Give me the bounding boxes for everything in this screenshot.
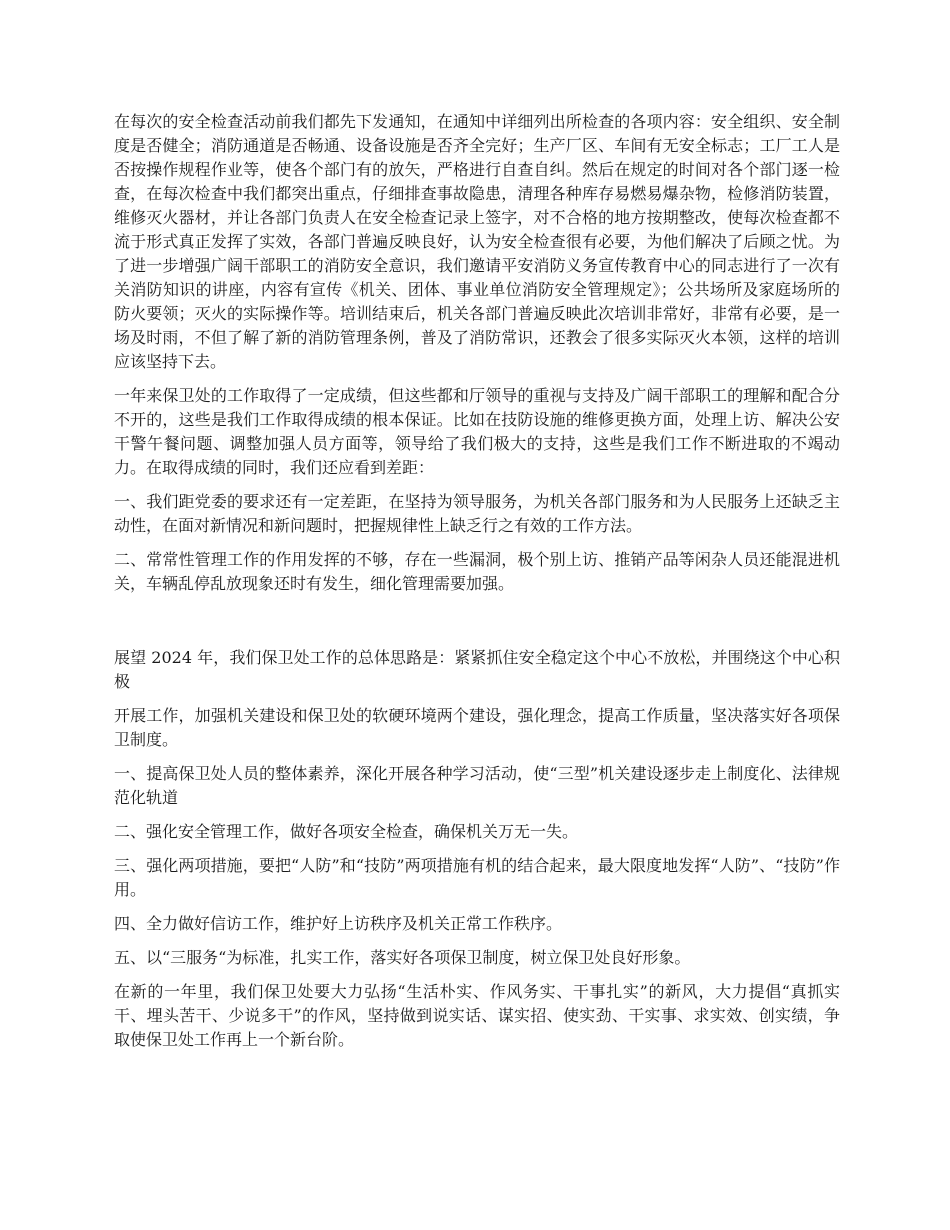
- paragraph-plan-5: 五、以“三服务“为标准，扎实工作，落实好各项保卫制度，树立保卫处良好形象。: [114, 948, 691, 967]
- paragraph-gap-2: 二、常常性管理工作的作用发挥的不够，存在一些漏洞，极个别上访、推销产品等闲杂人员还能混进机关，车辆乱停乱放现象还时有发生，细化管理需要加强。: [114, 550, 840, 593]
- paragraph-plan-3: 三、强化两项措施，要把“人防”和“技防”两项措施有机的结合起来，最大限度地发挥“人防”、“技防”作用。: [114, 856, 840, 899]
- paragraph-plan-1: 一、提高保卫处人员的整体素养，深化开展各种学习活动，使“三型”机关建设逐步走上制度化、法律规范化轨道: [114, 764, 840, 807]
- document-page: [114, 110, 840, 1062]
- paragraph-safety-inspection: 在每次的安全检查活动前我们都先下发通知，在通知中详细列出所检查的各项内容：安全组织、安全制度是否健全；消防通道是否畅通、设备设施是否齐全完好；生产厂区、车间有无安全标志；工厂工人是否按操作规程作业等，使各个部门有的放矢，严格进行自查自纠。然后在规定的时间对各个部门逐一检查，在每次检查中我们都突出重点，仔细排查事故隐患，清理各种库存易燃易爆杂物，检修消防装置，维修灭火器材，并让各部门负责人在安全检查记录上签字，对不合格的地方按期整改，使每次检查都不流于形式真正发挥了实效，各部门普遍反映良好，认为安全检查很有必要，为他们解决了后顾之忧。为了进一步增强广阔干部职工的消防安全意识，我们邀请平安消防义务宣传教育中心的同志进行了一次有关消防知识的讲座，内容有宣传《机关、团体、事业单位消防安全管理规定》；公共场所及家庭场所的防火要领；灭火的实际操作等。培训结束后，机关各部门普遍反映此次培训非常好，非常有必要，是一场及时雨，不但了解了新的消防管理条例，普及了消防常识，还教会了很多实际灭火本领，这样的培训应该坚持下去。: [114, 112, 840, 371]
- paragraph-plan-2: 二、强化安全管理工作，做好各项安全检查，确保机关万无一失。: [114, 822, 579, 841]
- paragraph-outlook: 展望 2024 年，我们保卫处工作的总体思路是：紧紧抓住安全稳定这个中心不放松，并围绕这个中心积极: [114, 648, 840, 691]
- paragraph-gap-1: 一、我们距党委的要求还有一定差距，在坚持为领导服务，为机关各部门服务和为人民服务上还缺乏主动性，在面对新情况和新问题时，把握规律性上缺乏行之有效的工作方法。: [114, 492, 840, 535]
- paragraph-plan-4: 四、全力做好信访工作，维护好上访秩序及机关正常工作秩序。: [114, 914, 563, 933]
- paragraph-closing: 在新的一年里，我们保卫处要大力弘扬“生活朴实、作风务实、干事扎实”的新风，大力提倡“真抓实干、埋头苦干、少说多干”的作风，坚持做到说实话、谋实招、使实劲、干实事、求实效、创实绩，争取使保卫处工作再上一个新台阶。: [114, 982, 840, 1049]
- paragraph-outlook-continued: 开展工作，加强机关建设和保卫处的软硬环境两个建设，强化理念，提高工作质量，坚决落实好各项保卫制度。: [114, 706, 840, 749]
- paragraph-achievements: 一年来保卫处的工作取得了一定成绩，但这些都和厅领导的重视与支持及广阔干部职工的理解和配合分不开的，这些是我们工作取得成绩的根本保证。比如在技防设施的维修更换方面，处理上访、解决公安干警午餐问题、调整加强人员方面等，领导给了我们极大的支持，这些是我们工作不断进取的不竭动力。在取得成绩的同时，我们还应看到差距：: [114, 386, 840, 477]
- section-spacer: [114, 606, 840, 646]
